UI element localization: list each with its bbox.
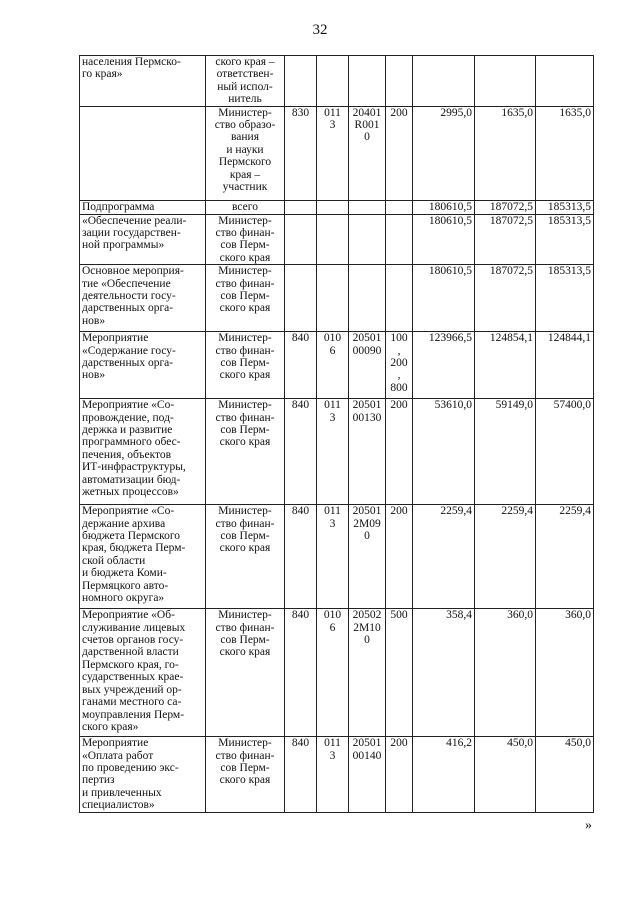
csr-code-cell: 20502 2М10 0 (349, 609, 386, 737)
year3-amount-cell: 1635,0 (536, 106, 594, 200)
year3-amount-cell: 124844,1 (536, 332, 594, 399)
responsible-executor-cell: Министер- ство финан- сов Перм- ского края (206, 214, 285, 265)
csr-code-cell: 20501 00090 (349, 332, 386, 399)
rzpr-code-cell: 010 6 (317, 332, 349, 399)
table-row (80, 332, 594, 399)
year2-amount-cell: 1635,0 (475, 106, 536, 200)
rzpr-code-cell (317, 56, 349, 107)
table-row (80, 399, 594, 505)
year1-amount-cell: 2259,4 (413, 505, 475, 609)
year2-amount-cell: 59149,0 (475, 399, 536, 505)
rzpr-code-cell: 011 3 (317, 106, 349, 200)
csr-code-cell: 20501 2М09 0 (349, 505, 386, 609)
responsible-executor-cell: Министер- ство финан- сов Перм- ского края (206, 609, 285, 737)
program-name-cell: Основное мероприя- тие «Обеспечение деятельности госу- дарственных орга- нов» (80, 265, 206, 332)
year3-amount-cell: 450,0 (536, 737, 594, 812)
year2-amount-cell: 360,0 (475, 609, 536, 737)
year1-amount-cell: 358,4 (413, 609, 475, 737)
responsible-executor-cell: Министер- ство финан- сов Перм- ского края (206, 505, 285, 609)
year1-amount-cell: 416,2 (413, 737, 475, 812)
responsible-executor-cell: Министер- ство финан- сов Перм- ского края (206, 332, 285, 399)
csr-code-cell (349, 214, 386, 265)
grbs-code-cell (285, 200, 317, 214)
table-row (80, 737, 594, 812)
rzpr-code-cell: 011 3 (317, 737, 349, 812)
grbs-code-cell: 840 (285, 737, 317, 812)
year2-amount-cell: 187072,5 (475, 200, 536, 214)
year3-amount-cell: 57400,0 (536, 399, 594, 505)
program-name-cell: Подпрограмма (80, 200, 206, 214)
rzpr-code-cell (317, 265, 349, 332)
year1-amount-cell: 123966,5 (413, 332, 475, 399)
grbs-code-cell (285, 56, 317, 107)
year3-amount-cell: 360,0 (536, 609, 594, 737)
year3-amount-cell: 2259,4 (536, 505, 594, 609)
vr-code-cell: 100 , 200 , 800 (386, 332, 413, 399)
csr-code-cell (349, 200, 386, 214)
rzpr-code-cell: 011 3 (317, 505, 349, 609)
year2-amount-cell: 124854,1 (475, 332, 536, 399)
table-row (80, 214, 594, 265)
table-row (80, 505, 594, 609)
program-name-cell (80, 106, 206, 200)
year3-amount-cell: 185313,5 (536, 200, 594, 214)
table-row (80, 265, 594, 332)
csr-code-cell: 20501 00130 (349, 399, 386, 505)
program-name-cell: населения Пермско- го края» (80, 56, 206, 107)
responsible-executor-cell: ского края – ответствен- ный испол- нитель (206, 56, 285, 107)
year3-amount-cell: 185313,5 (536, 214, 594, 265)
program-name-cell: «Обеспечение реали- зации государствен- ной программы» (80, 214, 206, 265)
program-name-cell: Мероприятие «Об- служивание лицевых счетов органов госу- дарственной власти Пермского края, го- сударственных крае- вых учреждений ор- ганами местного са- моуправления Перм- ского края» (80, 609, 206, 737)
csr-code-cell (349, 265, 386, 332)
responsible-executor-cell: всего (206, 200, 285, 214)
year1-amount-cell: 180610,5 (413, 265, 475, 332)
page-number: 32 (312, 22, 328, 38)
year2-amount-cell: 450,0 (475, 737, 536, 812)
vr-code-cell (386, 56, 413, 107)
year2-amount-cell: 2259,4 (475, 505, 536, 609)
program-name-cell: Мероприятие «Со- провождение, под- держка и развитие программного обес- печения, объектов ИТ-инфраструктуры, автоматизации бюд- жетных процессов» (80, 399, 206, 505)
grbs-code-cell: 830 (285, 106, 317, 200)
table-row (80, 200, 594, 214)
grbs-code-cell: 840 (285, 609, 317, 737)
year1-amount-cell (413, 56, 475, 107)
year1-amount-cell: 2995,0 (413, 106, 475, 200)
year1-amount-cell: 53610,0 (413, 399, 475, 505)
responsible-executor-cell: Министер- ство образо- вания и науки Пермского края – участник (206, 106, 285, 200)
vr-code-cell (386, 265, 413, 332)
responsible-executor-cell: Министер- ство финан- сов Перм- ского края (206, 737, 285, 812)
closing-quote: » (585, 818, 592, 833)
grbs-code-cell: 840 (285, 332, 317, 399)
vr-code-cell (386, 200, 413, 214)
csr-code-cell: 20501 00140 (349, 737, 386, 812)
responsible-executor-cell: Министер- ство финан- сов Перм- ского края (206, 265, 285, 332)
grbs-code-cell (285, 214, 317, 265)
grbs-code-cell: 840 (285, 505, 317, 609)
budget-table (79, 55, 594, 813)
year2-amount-cell: 187072,5 (475, 214, 536, 265)
grbs-code-cell: 840 (285, 399, 317, 505)
grbs-code-cell (285, 265, 317, 332)
year2-amount-cell (475, 56, 536, 107)
csr-code-cell: 20401 R001 0 (349, 106, 386, 200)
rzpr-code-cell (317, 200, 349, 214)
year2-amount-cell: 187072,5 (475, 265, 536, 332)
responsible-executor-cell: Министер- ство финан- сов Перм- ского края (206, 399, 285, 505)
program-name-cell: Мероприятие «Оплата работ по проведению экс- пертиз и привлеченных специалистов» (80, 737, 206, 812)
year1-amount-cell: 180610,5 (413, 200, 475, 214)
vr-code-cell: 200 (386, 505, 413, 609)
vr-code-cell (386, 214, 413, 265)
program-name-cell: Мероприятие «Содержание госу- дарственных орга- нов» (80, 332, 206, 399)
csr-code-cell (349, 56, 386, 107)
vr-code-cell: 500 (386, 609, 413, 737)
rzpr-code-cell: 011 3 (317, 399, 349, 505)
year3-amount-cell (536, 56, 594, 107)
year3-amount-cell: 185313,5 (536, 265, 594, 332)
year1-amount-cell: 180610,5 (413, 214, 475, 265)
table-row (80, 106, 594, 200)
table-row (80, 609, 594, 737)
rzpr-code-cell: 010 6 (317, 609, 349, 737)
program-name-cell: Мероприятие «Со- держание архива бюджета Пермского края, бюджета Перм- ской области и бюджета Коми- Пермяцкого авто- номного округа» (80, 505, 206, 609)
table-row (80, 56, 594, 107)
vr-code-cell: 200 (386, 399, 413, 505)
vr-code-cell: 200 (386, 106, 413, 200)
vr-code-cell: 200 (386, 737, 413, 812)
rzpr-code-cell (317, 214, 349, 265)
